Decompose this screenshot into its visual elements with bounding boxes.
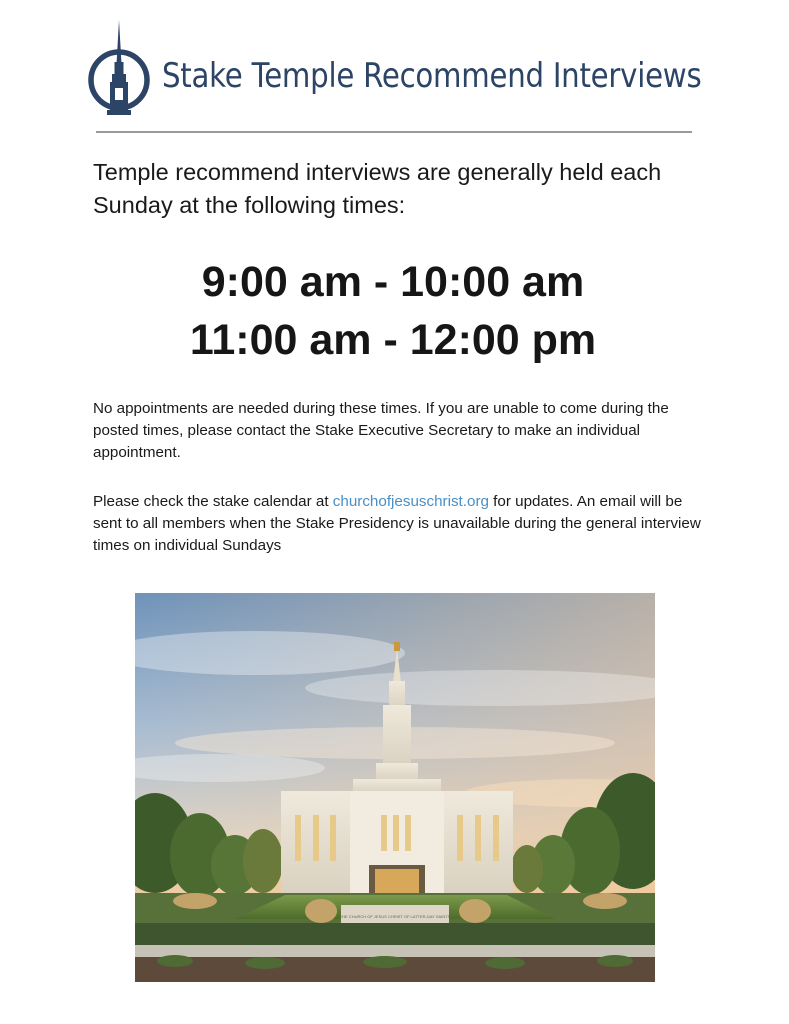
calendar-text-after: for updates. An email will be sent to all members when the Stake Presidency is unavailable during the general interview times on individual Sundays <box>93 493 701 554</box>
temple-photo <box>135 593 655 982</box>
temple-plaque-text: THE CHURCH OF JESUS CHRIST OF LATTER-DAY SAINTS <box>339 914 451 919</box>
header-divider <box>96 131 692 133</box>
interview-time-2: 11:00 am - 12:00 pm <box>189 316 597 364</box>
temple-spire-logo-icon <box>86 18 154 118</box>
intro-text: Temple recommend interviews are generally held each Sunday at the following times: <box>93 159 662 218</box>
calendar-text-before: Please check the stake calendar at <box>93 493 333 510</box>
appointment-paragraph: No appointments are needed during these times. If you are unable to come during the posted times, please contact the Stake Executive Secretary to make an individual appointment. <box>93 400 669 461</box>
interview-time-1: 9:00 am - 10:00 am <box>201 258 585 306</box>
church-website-link[interactable]: churchofjesuschrist.org <box>332 493 489 510</box>
page-title: Stake Temple Recommend Interviews <box>162 56 702 96</box>
calendar-paragraph <box>93 491 713 557</box>
page-header <box>86 18 702 118</box>
